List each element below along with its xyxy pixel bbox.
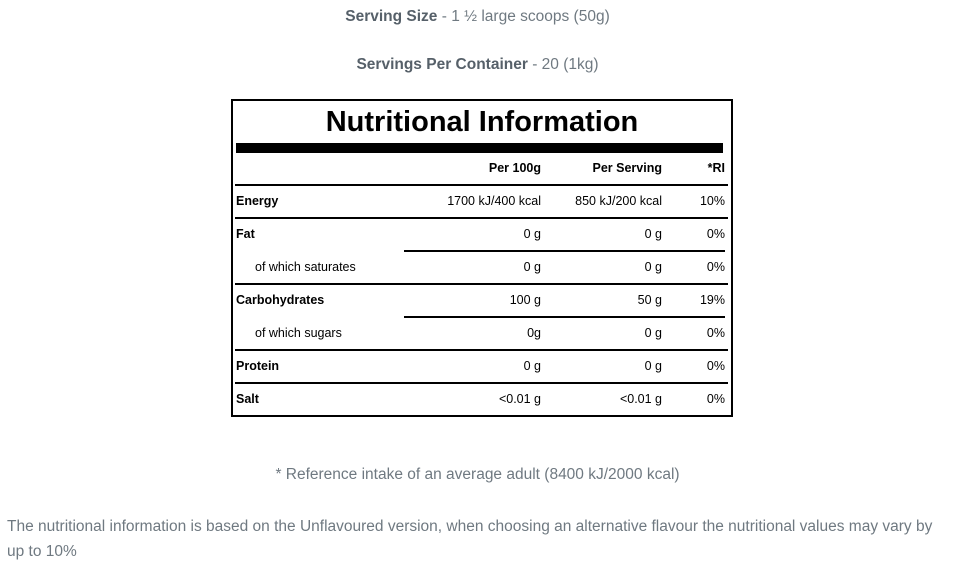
per-100g-value: 0 g [523,260,541,274]
per-serving-value: 0 g [644,260,662,274]
per-serving-value: <0.01 g [619,392,662,406]
ri-value: 0% [706,326,725,340]
per-serving-value: 50 g [637,293,662,307]
per-serving-value: 0 g [644,227,662,241]
nutrient-label: Salt [236,392,259,406]
column-header-per-serving: Per Serving [592,161,662,175]
per-100g-value: 100 g [509,293,541,307]
table-row [233,219,731,250]
table-body [233,186,731,415]
header-spacer [236,153,401,184]
servings-per-container-label: Servings Per Container [356,56,528,73]
per-100g-value: <0.01 g [498,392,541,406]
nutrient-label: of which saturates [255,260,356,274]
serving-size-value: - 1 ½ large scoops (50g) [441,8,610,25]
nutrient-label: Energy [236,194,279,208]
per-100g-value: 0g [527,326,541,340]
table-row [233,351,731,382]
per-serving-value: 0 g [644,359,662,373]
table-header-row [233,153,731,184]
per-serving-value: 0 g [644,326,662,340]
table-row [233,252,731,283]
table-row [233,318,731,349]
nutrient-label: of which sugars [255,326,342,340]
nutrition-table [231,99,733,417]
ri-value: 0% [706,227,725,241]
table-row [233,186,731,217]
ri-value: 10% [699,194,725,208]
ri-value: 19% [699,293,725,307]
servings-per-container-value: - 20 (1kg) [532,56,599,73]
serving-size-line [0,7,955,27]
per-100g-value: 1700 kJ/400 kcal [447,194,541,208]
ri-value: 0% [706,392,725,406]
ri-value: 0% [706,359,725,373]
per-100g-value: 0 g [523,227,541,241]
nutrition-table-title: Nutritional Information [325,106,639,138]
per-100g-value: 0 g [523,359,541,373]
nutrient-label: Carbohydrates [236,293,325,307]
table-row [233,384,731,415]
serving-size-label: Serving Size [345,8,438,25]
per-serving-value: 850 kJ/200 kcal [575,194,662,208]
table-row [233,285,731,316]
flavour-disclaimer: The nutritional information is based on the Unflavoured version, when choosing an alternative flavour the nutritional values may vary by up to 10% [7,518,933,560]
servings-per-container-line [0,55,955,75]
ri-value: 0% [706,260,725,274]
column-header-ri: *RI [707,161,725,175]
reference-intake-footnote: * Reference intake of an average adult (8400 kJ/2000 kcal) [275,466,680,483]
nutrient-label: Protein [236,359,280,373]
column-header-per-100g: Per 100g [488,161,541,175]
title-divider-bar [236,143,723,153]
nutrient-label: Fat [236,227,255,241]
